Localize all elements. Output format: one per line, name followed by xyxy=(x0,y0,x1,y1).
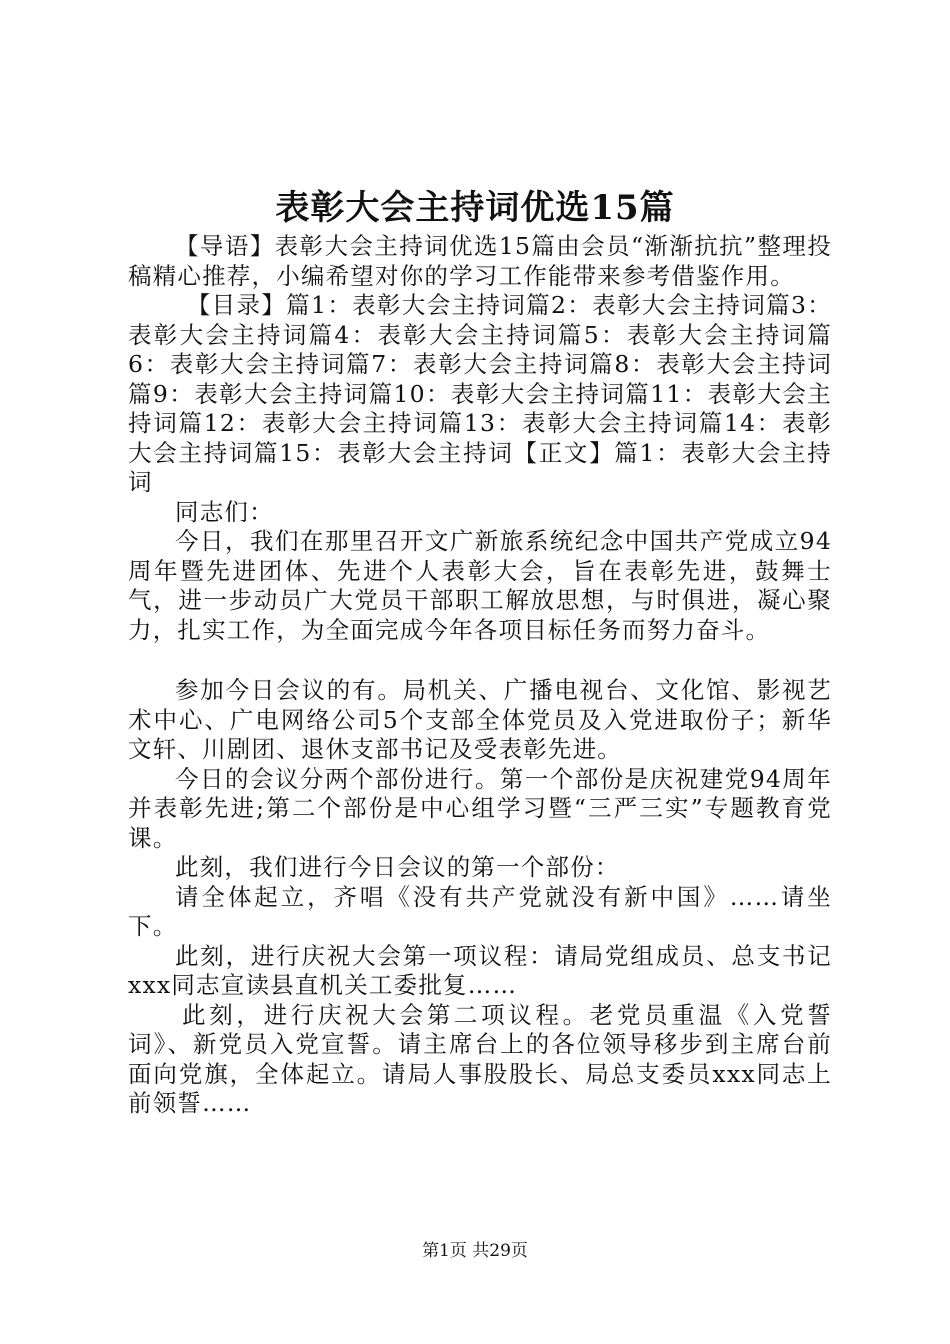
body-paragraph: 此刻，进行庆祝大会第二项议程。老党员重温《入党誓词》、新党员入党宣誓。请主席台上的各位领导移步到主席台前面向党旗，全体起立。请局人事股股长、局总支委员xxx同志上前领誓…… xyxy=(128,1000,832,1117)
toc-paragraph: 【目录】篇1：表彰大会主持词篇2：表彰大会主持词篇3：表彰大会主持词篇4：表彰大会主持词篇5：表彰大会主持词篇6：表彰大会主持词篇7：表彰大会主持词篇8：表彰大会主持词篇9：表彰大会主持词篇10：表彰大会主持词篇11：表彰大会主持词篇12：表彰大会主持词篇13：表彰大会主持词篇14：表彰大会主持词篇15：表彰大会主持词【正文】篇1：表彰大会主持词 xyxy=(128,291,832,496)
body-paragraph: 今日的会议分两个部份进行。第一个部份是庆祝建党94周年并表彰先进;第二个部份是中心组学习暨“三严三实”专题教育党课。 xyxy=(128,764,832,852)
document-body xyxy=(128,232,832,1119)
body-paragraph: 今日，我们在那里召开文广新旅系统纪念中国共产党成立94周年暨先进团体、先进个人表彰大会，旨在表彰先进，鼓舞士气，进一步动员广大党员干部职工解放思想，与时俱进，凝心聚力，扎实工作，为全面完成今年各项目标任务而努力奋斗。 xyxy=(128,527,832,644)
body-paragraph: 请全体起立，齐唱《没有共产党就没有新中国》……请坐下。 xyxy=(128,882,832,940)
intro-paragraph: 【导语】表彰大会主持词优选15篇由会员“渐渐抗抗”整理投稿精心推荐，小编希望对你的学习工作能带来参考借鉴作用。 xyxy=(128,232,832,290)
document-title: 表彰大会主持词优选15篇 xyxy=(275,188,675,228)
body-paragraph: 此刻，我们进行今日会议的第一个部份： xyxy=(175,853,620,881)
body-paragraph: 此刻，进行庆祝大会第一项议程：请局党组成员、总支书记xxx同志宣读县直机关工委批复…… xyxy=(128,941,832,999)
body-paragraph: 参加今日会议的有。局机关、广播电视台、文化馆、影视艺术中心、广电网络公司5个支部全体党员及入党进取份子；新华文轩、川剧团、退休支部书记及受表彰先进。 xyxy=(128,676,832,763)
page-number: 第1页 共29页 xyxy=(422,1241,528,1261)
salutation-paragraph: 同志们： xyxy=(175,497,274,526)
